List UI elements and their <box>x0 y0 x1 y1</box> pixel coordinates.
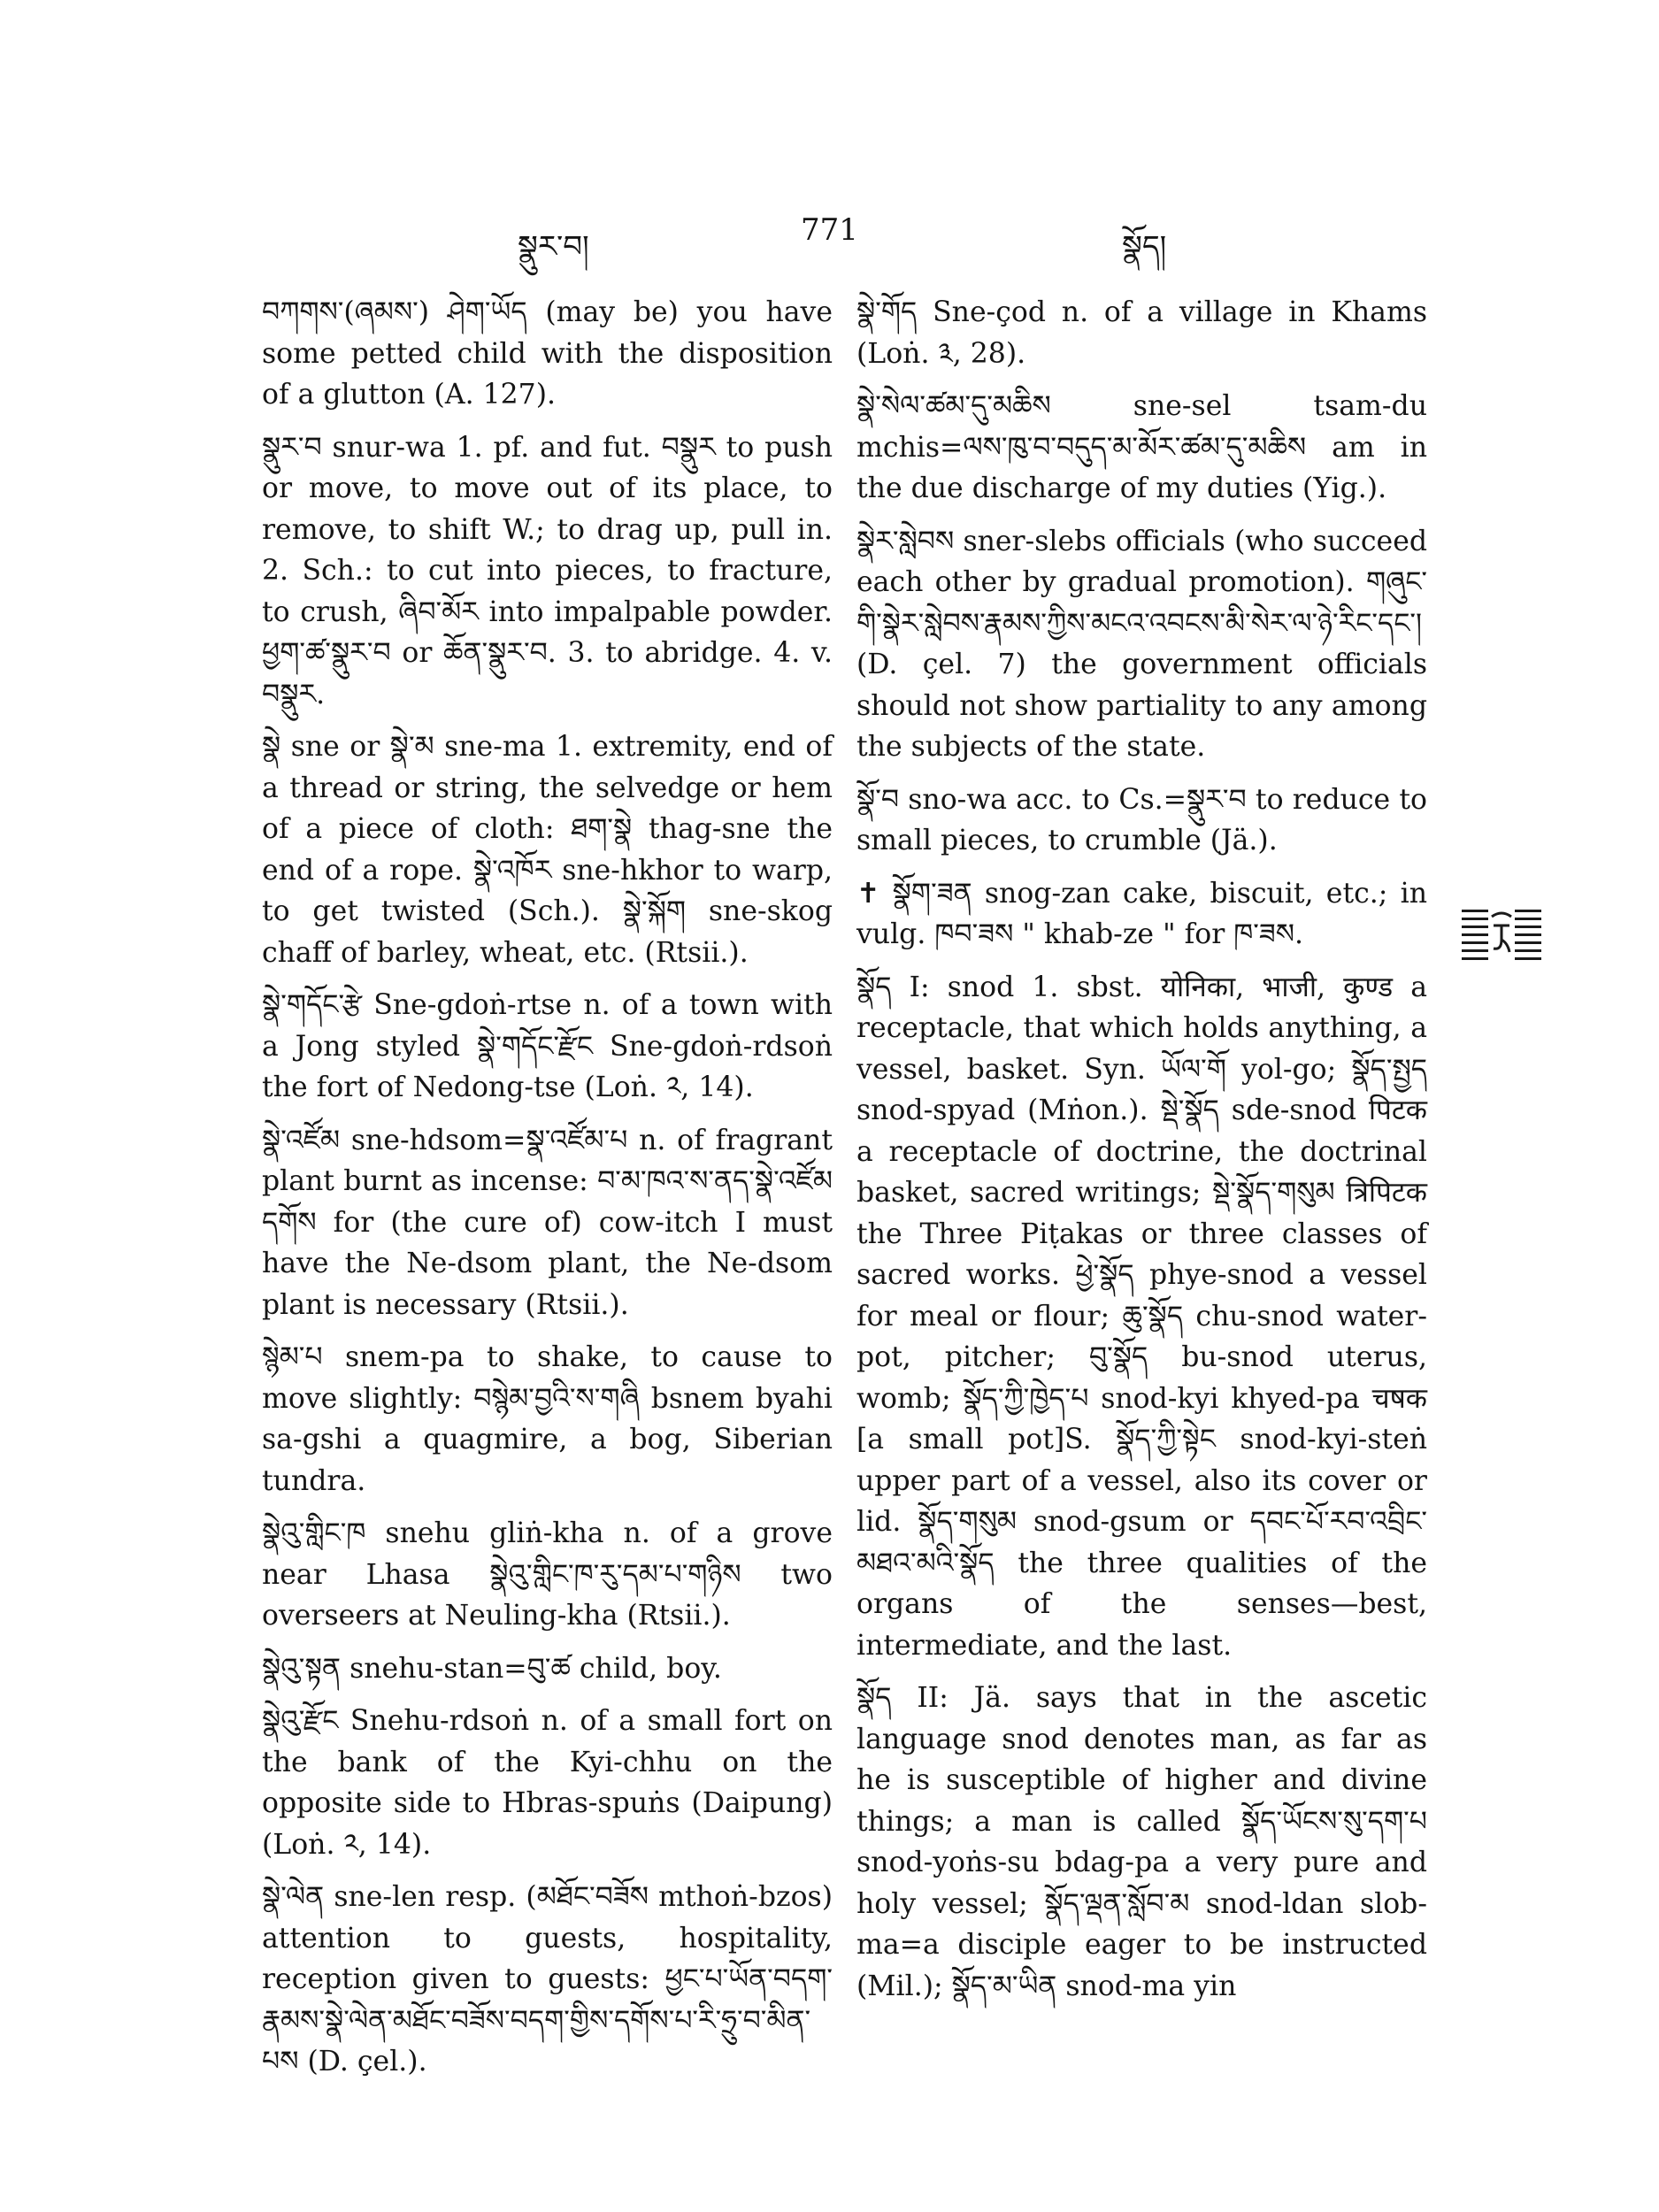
dictionary-entry: སྣེ་ལེན sne-len resp. (མཐོང་བཟོས mthoṅ-bzos) attention to guests, hospitality, reception given to guests: ཕྱང་པ་ཡོན་བདག་རྣམས་སྣེ་ལེན་མཐོང་བཟོས་བདག་གྱིས་དགོས་པ་རི་ཧྲུ་བ་མིན་པས (D. çel.). <box>262 1881 833 2078</box>
dictionary-entry: སྣོ་བ sno-wa acc. to Cs.=སྣུར་བ to reduce to small pieces, to crumble (Jä.). <box>856 783 1427 856</box>
dictionary-entry: སྣེའུ་གླིང་ཁ snehu gliṅ-kha n. of a grove near Lhasa སྣེའུ་གླིང་ཁ་རུ་དམ་པ་གཉིས two overseers at Neuling-kha (Rtsii.). <box>262 1517 833 1632</box>
dictionary-entry: སྣེ་སེལ་ཚམ་དུ་མཆིས sne-sel tsam-du mchis=ལས་ཁུ་བ་བདུད་མ་མོར་ཚམ་དུ་མཆིས am in the due discharge of my duties (Yig.). <box>856 390 1427 504</box>
dictionary-entry: སྙེམ་པ snem-pa to shake, to cause to move slightly: བསྙེམ་བྱའི་ས་གཞི bsnem byahi sa-gshi a quagmire, a bog, Siberian tundra. <box>262 1341 833 1497</box>
running-head-right: སྣོད། <box>1122 229 1167 265</box>
dictionary-entry: སྣོད II: Jä. says that in the ascetic language snod denotes man, as far as he is susceptible of higher and divine things; a man is called སྣོད་ཡོངས་སུ་དག་པ snod-yoṅs-su bdag-pa a very pure and holy vessel; སྣོད་ལྡན་སློབ་མ snod-ldan slob-ma=a disciple eager to be instructed (Mil.); སྣོད་མ་ཡིན snod-ma yin <box>856 1682 1427 2002</box>
right-column <box>856 292 1427 2018</box>
running-head-left: སྣུར་བ། <box>518 229 589 265</box>
page-number: 771 <box>801 212 858 248</box>
dictionary-entry: སྣེར་སླེབས sner-slebs officials (who succeed each other by gradual promotion). གཞུང་གི་སྣེར་སླེབས་རྣམས་ཀྱིས་མངའ་འབངས་མི་སེར་ལ་ཉེ་རིང་དང་། (D. çel. 7) the government officials should not show partiality to any among the subjects of the state. <box>856 525 1427 763</box>
dictionary-entry: སྣེ་གོད Sne-çod n. of a village in Khams (Loṅ. ༣, 28). <box>856 296 1427 370</box>
dictionary-entry: སྣོད I: snod 1. sbst. योनिका, भाजी, कुण्ड a receptacle, that which holds anything, a vessel, basket. Syn. ཡོལ་གོ yol-go; སྣོད་སྤྱད snod-spyad (Mṅon.). སྡེ་སྣོད sde-snod पिटक a receptacle of doctrine, the doctrinal basket, sacred writings; སྡེ་སྣོད་གསུམ त्रिपिटक the Three Piṭakas or three classes of sacred works. ཕྱེ་སྣོད phye-snod a vessel for meal or flour; ཆུ་སྣོད chu-snod water-pot, pitcher; བུ་སྣོད bu-snod uterus, womb; སྣོད་ཀྱི་ཁྱེད་པ snod-kyi khyed-pa चषक [a small pot]S. སྣོད་ཀྱི་སྟེང snod-kyi-steṅ upper part of a vessel, also its cover or lid. སྣོད་གསུམ snod-gsum or དབང་པོ་རབ་འབྲིང་མཐའ་མའི་སྣོད the three qualities of the organs of the senses—best, intermediate, and the last. <box>856 971 1427 1662</box>
dictionary-entry: སྣེ་གདོང་རྩེ Sne-gdoṅ-rtse n. of a town with a Jong styled སྣེ་གདོང་རྫོང Sne-gdoṅ-rdsoṅ the fort of Nedong-tse (Loṅ. ༢, 14). <box>262 989 833 1103</box>
dictionary-entry: ✝ སྣོག་ཟན snog-zan cake, biscuit, etc.; in vulg. ཁབ་ཟས " khab-ze " for ཁ་ཟས. <box>856 877 1427 950</box>
dictionary-entry: སྣེ sne or སྣེ་མ sne-ma 1. extremity, end of a thread or string, the selvedge or hem of a piece of cloth: ཐག་སྣེ thag-sne the end of a rope. སྣེ་འཁོར sne-hkhor to warp, to get twisted (Sch.). སྣེ་སྐོག sne-skog chaff of barley, wheat, etc. (Rtsii.). <box>262 731 833 969</box>
dictionary-entry: སྣེའུ་རྫོང Snehu-rdsoṅ n. of a small fort on the bank of the Kyi-chhu on the opposite side to Hbras-spuṅs (Daipung) (Loṅ. ༢, 14). <box>262 1705 833 1861</box>
thumb-index-mark <box>1462 904 1541 963</box>
dictionary-entry: སྣེའུ་སྟན snehu-stan=བུ་ཚ child, boy. <box>262 1652 722 1685</box>
dictionary-entry: སྣུར་བ snur-wa 1. pf. and fut. བསྣུར to push or move, to move out of its place, to remove, to shift W.; to drag up, pull in. 2. Sch.: to cut into pieces, to fracture, to crush, ཞིབ་མོར into impalpable powder. ཕྱག་ཚ་སྣུར་བ or ཆོན་སྣུར་བ. 3. to abridge. 4. v. བསྣུར. <box>262 431 833 710</box>
dictionary-entry: སྣེ་འཛོམ sne-hdsom=སྣ་འཛོམ་པ n. of fragrant plant burnt as incense: བ་མ་ཁའ་ས་ནད་སྣེ་འཛོམ དགོས for (the cure of) cow-itch I must have the Ne-dsom plant, the Ne-dsom plant is necessary (Rtsii.). <box>262 1124 833 1321</box>
page-header <box>0 212 1659 265</box>
dictionary-entry: བཀགས་(ཞམས་) ཤེག་ཡོད (may be) you have some petted child with the disposition of a glutton (A. 127). <box>262 296 833 411</box>
left-column <box>262 292 833 2094</box>
